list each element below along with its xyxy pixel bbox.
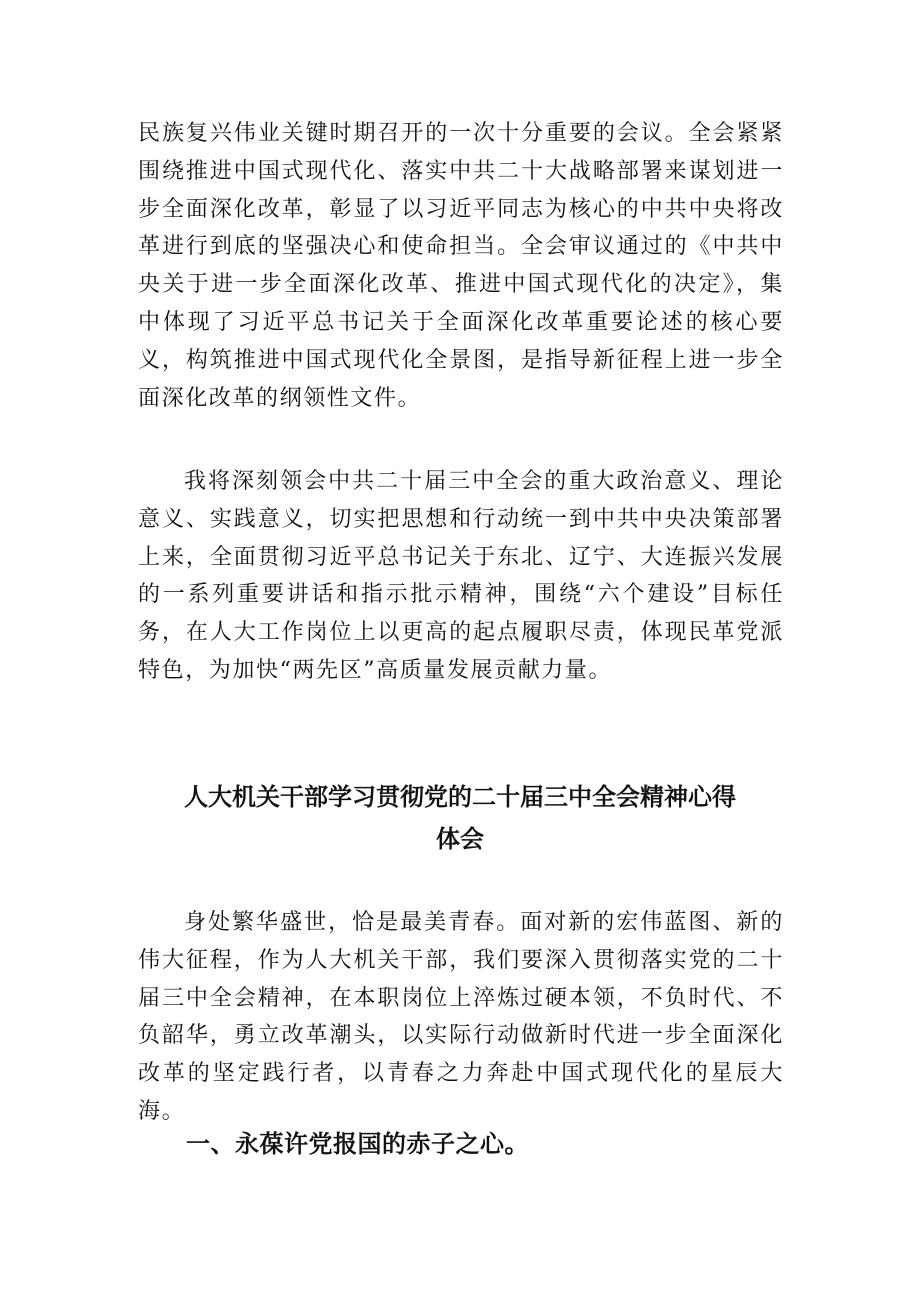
body-paragraph-intro: 身处繁华盛世，恰是最美青春。面对新的宏伟蓝图、新的伟大征程，作为人大机关干部，我们要深入贯彻落实党的二十届三中全会精神，在本职岗位上淬炼过硬本领，不负时代、不负韶华，勇立改革潮头，以实际行动做新时代进一步全面深化改革的坚定践行者，以青春之力奔赴中国式现代化的星辰大海。 (138, 910, 784, 1124)
body-paragraph-continuation: 民族复兴伟业关键时期召开的一次十分重要的会议。全会紧紧围绕推进中国式现代化、落实中共二十大战略部署来谋划进一步全面深化改革，彰显了以习近平同志为核心的中共中央将改革进行到底的坚强决心和使命担当。全会审议通过的《中共中央关于进一步全面深化改革、推进中国式现代化的决定》，集中体现了习近平总书记关于全面深化改革重要论述的核心要义，构筑推进中国式现代化全景图，是指导新征程上进一步全面深化改革的纲领性文件。 (138, 121, 784, 411)
section-heading-1: 一、永葆许党报国的赤子之心。 (186, 1130, 529, 1158)
article-title-line-2: 体会 (436, 825, 484, 853)
body-paragraph-commitment: 我将深刻领会中共二十届三中全会的重大政治意义、理论意义、实践意义，切实把思想和行动统一到中共中央决策部署上来，全面贯彻习近平总书记关于东北、辽宁、大连振兴发展的一系列重要讲话和指示批示精神，围绕“六个建设”目标任务，在人大工作岗位上以更高的起点履职尽责，体现民革党派特色，为加快“两先区”高质量发展贡献力量。 (138, 469, 784, 683)
article-title (180, 776, 740, 860)
article-title-line-1: 人大机关干部学习贯彻党的二十届三中全会精神心得 (184, 783, 736, 811)
